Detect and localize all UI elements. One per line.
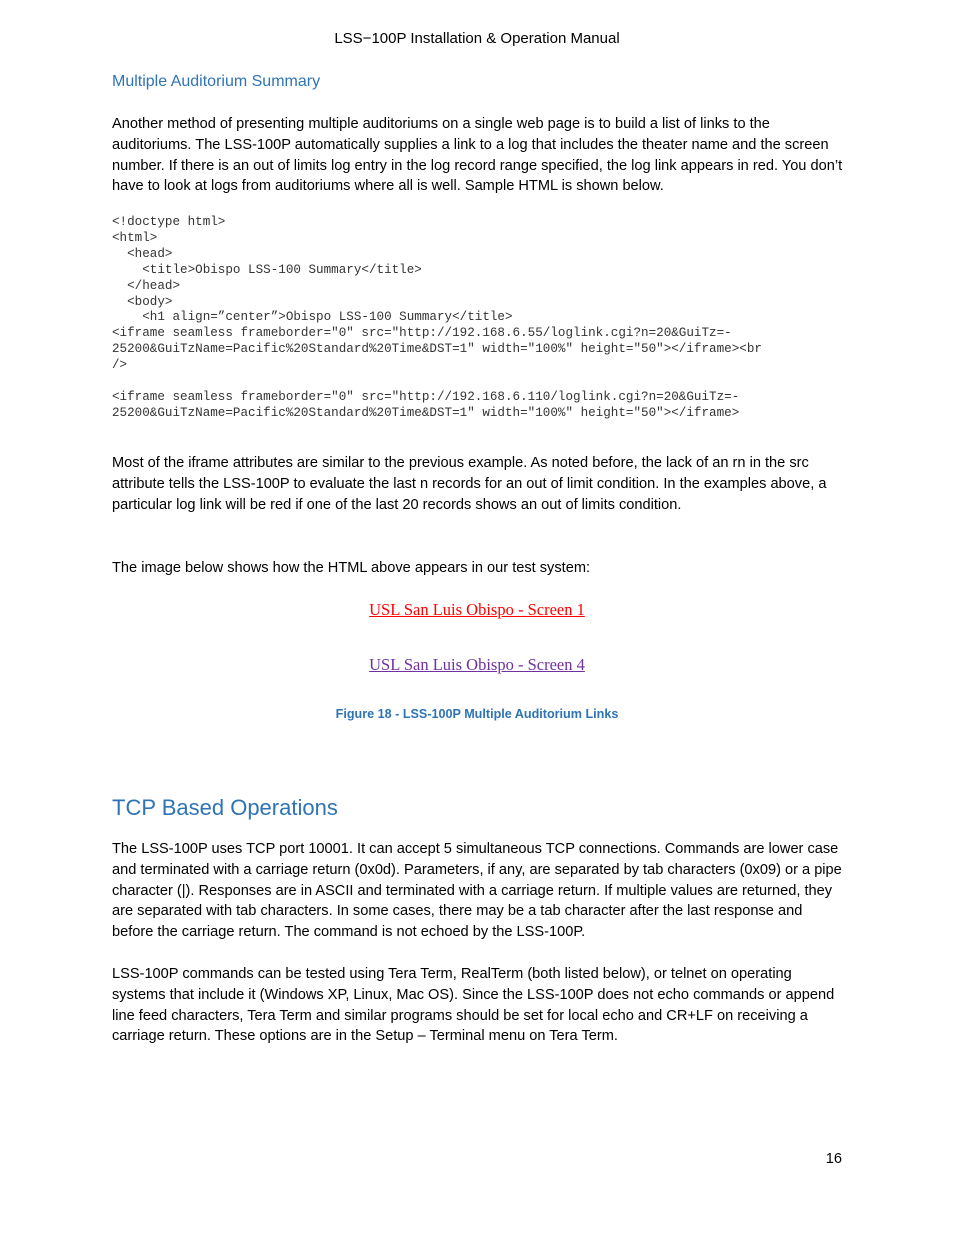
section-heading-tcp-based-operations: TCP Based Operations	[112, 795, 338, 820]
section-heading-multiple-auditorium-summary: Multiple Auditorium Summary	[112, 73, 321, 90]
tcp-paragraph-1: The LSS-100P uses TCP port 10001. It can accept 5 simultaneous TCP connections. Commands are lower case and terminated with a carriage return (0x0d). Parameters, if any, are separated by tab characters (0x09) or a pipe character (|). Responses are in ASCII and terminated with a carriage return. If multiple values are returned, they are separated with tab characters. In some cases, there may be a tab character after the last response and before the carriage return. The command is not echoed by the LSS-100P.	[112, 841, 842, 941]
code-sample-1: <!doctype html> <html> <head> <title>Obispo LSS-100 Summary</title> </head> <body> <h1 align=”center”>Obispo LSS-100 Summary</title> <iframe seamless frameborder="0" src="http://192.168.6.55/loglink.cgi?n=20&GuiTz=- 25200&GuiTzName=Pacific%20Standard%20Time&DST=1" width="100%" height="50"></iframe><br />	[112, 215, 762, 373]
page-header: LSS−100P Installation & Operation Manual	[334, 30, 620, 47]
figure-caption: Figure 18 - LSS-100P Multiple Auditorium Links	[335, 707, 619, 721]
iframe-attributes-paragraph: Most of the iframe attributes are similar to the previous example. As noted before, the lack of an rn in the src attribute tells the LSS-100P to evaluate the last n records for an out of limit condition. In the examples above, a particular log link will be red if one of the last 20 records shows an out of limits condition.	[112, 455, 827, 513]
image-intro-paragraph: The image below shows how the HTML above appears in our test system:	[112, 560, 591, 576]
page-number: 16	[825, 1151, 842, 1167]
code-sample-2: <iframe seamless frameborder="0" src="http://192.168.6.110/loglink.cgi?n=20&GuiTz=- 25200&GuiTzName=Pacific%20Standard%20Time&DST=1" width="100%" height="50"></iframe>	[112, 390, 740, 420]
tcp-paragraph-2: LSS-100P commands can be tested using Tera Term, RealTerm (both listed below), or telnet on operating systems that include it (Windows XP, Linux, Mac OS). Since the LSS-100P does not echo commands or append line feed characters, Tera Term and similar programs should be set for local echo and CR+LF on receiving a carriage return. These options are in the Setup – Terminal menu on Tera Term.	[112, 966, 835, 1045]
intro-paragraph: Another method of presenting multiple auditoriums on a single web page is to build a list of links to the auditoriums. The LSS-100P automatically supplies a link to a log that includes the theater name and the screen number. If there is an out of limits log entry in the log record range specified, the log link appears in red. You don’t have to look at logs from auditoriums where all is well. Sample HTML is shown below.	[112, 116, 843, 195]
auditorium-link-screen-4[interactable]: USL San Luis Obispo - Screen 4	[369, 655, 585, 674]
auditorium-link-screen-1[interactable]: USL San Luis Obispo - Screen 1	[369, 600, 585, 619]
